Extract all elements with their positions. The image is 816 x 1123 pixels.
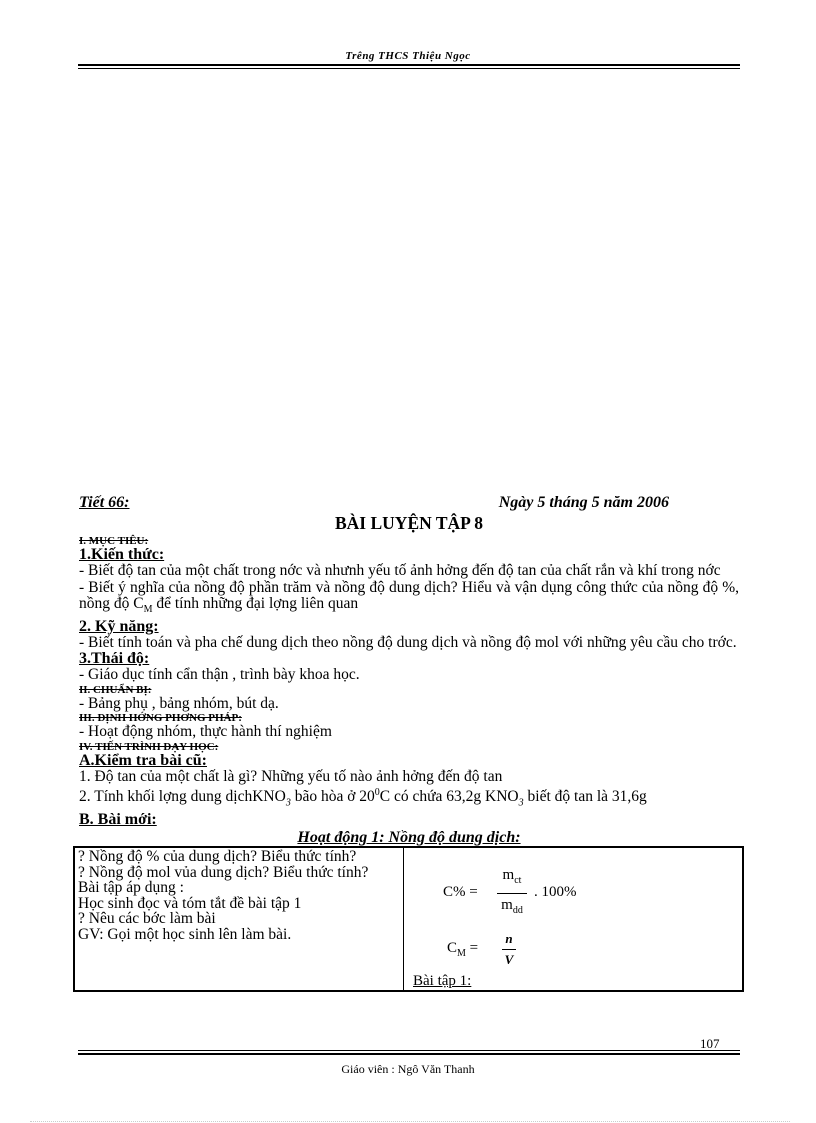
method-heading: III. ĐỊNH HỚNG PHƠNG PHÁP:: [79, 712, 242, 725]
skills-heading: 2. Kỹ năng:: [79, 617, 159, 635]
review-question-2: [79, 785, 739, 812]
q2-sup: 0: [374, 787, 380, 799]
question-line: Bài tập áp dụng :: [78, 879, 184, 897]
fraction-numerator: [497, 868, 527, 889]
knowledge-text: - Biết ý nghĩa của nồng độ phần trăm và nồng độ dung dịch? Hiểu và vận dụng công thức của nồng độ %, nồng độ C: [79, 578, 739, 612]
molar-denominator: V: [504, 951, 514, 967]
formula-block: [407, 849, 739, 989]
document-body: [79, 495, 739, 992]
q2-text-b: bão hòa ở 20: [290, 788, 375, 806]
knowledge-item: - Biết độ tan của một chất trong nớc và nhưnh yếu tố ảnh hởng đến độ tan của chất rắn và khí trong nớc: [79, 562, 721, 579]
formula-cell: [404, 847, 744, 991]
objectives-heading: I. MỤC TIÊU:: [79, 535, 149, 547]
molar-fraction: [502, 931, 516, 967]
footer-rule: [78, 1053, 740, 1055]
new-lesson-heading: B. Bài mới:: [79, 810, 157, 828]
denominator-sub: dd: [512, 904, 523, 916]
numerator-sub: ct: [514, 875, 522, 887]
preparation-text: - Bảng phụ , bảng nhóm, bút dạ.: [79, 694, 279, 712]
question-line: GV: Gọi một học sinh lên làm bài.: [78, 925, 292, 943]
exercise-label: Bài tập 1:: [413, 973, 472, 990]
review-heading: A.Kiểm tra bài cũ:: [79, 751, 207, 769]
denominator-m: m: [501, 896, 513, 913]
knowledge-text-tail: để tính những đại lợng liên quan: [152, 595, 359, 612]
molar-numerator: n: [505, 931, 513, 947]
preparation-heading: II. CHUẨN BỊ:: [79, 683, 152, 696]
attitude-heading: 3.Thái độ:: [79, 650, 150, 668]
lesson-period: Tiết 66:: [79, 494, 130, 511]
q2-sub-2: 3: [518, 797, 524, 809]
question-line: Học sinh đọc và tóm tắt đề bài tập 1: [78, 894, 302, 912]
q2-sub-1: 3: [285, 797, 291, 809]
question-line: ? Nêu các bớc làm bài: [78, 910, 216, 928]
knowledge-heading: 1.Kiến thức:: [79, 546, 165, 563]
q2-text-d: biết độ tan là 31,6g: [523, 788, 647, 806]
cm-c: C: [447, 940, 458, 957]
cm-sub: M: [457, 948, 466, 960]
fraction-denominator: [497, 898, 527, 919]
skills-item: - Biết tính toán và pha chế dung dịch theo nồng độ dung dịch và nồng độ mol với những yêu cầu cho trớc.: [79, 633, 737, 651]
q2-text-c: C có chứa 63,2g KNO: [379, 788, 519, 806]
page-edge: [30, 1121, 790, 1122]
method-text: - Hoạt động nhóm, thực hành thí nghiệm: [79, 723, 332, 741]
header-rule-thin: [78, 68, 740, 69]
knowledge-item-2: [79, 580, 739, 619]
lesson-title: BÀI LUYỆN TẬP 8: [335, 512, 483, 533]
q2-text-a: 2. Tính khối lợng dung dịchKNO: [79, 788, 286, 806]
activity-heading: Hoạt động 1: Nồng độ dung dịch:: [297, 828, 521, 846]
cm-subscript: M: [143, 604, 153, 616]
numerator-m: m: [502, 867, 515, 884]
cm-eq: =: [465, 940, 479, 957]
attitude-item: - Giáo dục tính cẩn thận , trình bày khoa học.: [79, 666, 360, 684]
page-number: 107: [700, 1036, 720, 1051]
page-header: Trêng THCS Thiệu Ngọc: [345, 50, 471, 62]
footer-rule-thin: [78, 1050, 740, 1051]
question-line: ? Nồng độ % của dung dịch? Biểu thức tính?: [78, 848, 357, 866]
activity-table: [73, 846, 744, 992]
page-footer: Giáo viên : Ngô Văn Thanh: [341, 1062, 475, 1076]
cm-label: [447, 941, 478, 962]
lesson-date: Ngày 5 tháng 5 năm 2006: [498, 494, 669, 511]
percent-tail: . 100%: [534, 884, 577, 901]
lesson-meta-row: [79, 495, 739, 512]
teacher-questions-cell: [74, 847, 404, 991]
header-rule: [78, 64, 740, 66]
question-line: ? Nồng độ mol vủa dung dịch? Biểu thức tính?: [78, 863, 369, 881]
cpercent-label: C% =: [443, 884, 478, 901]
fraction-bar: [497, 893, 527, 894]
process-heading: IV. TIẾN TRÌNH DẠY HỌC:: [79, 740, 219, 753]
mass-fraction: [497, 868, 527, 918]
review-question-1: 1. Độ tan của một chất là gì? Những yếu tố nào ảnh hởng đến độ tan: [79, 767, 503, 785]
molar-bar: [502, 949, 516, 950]
